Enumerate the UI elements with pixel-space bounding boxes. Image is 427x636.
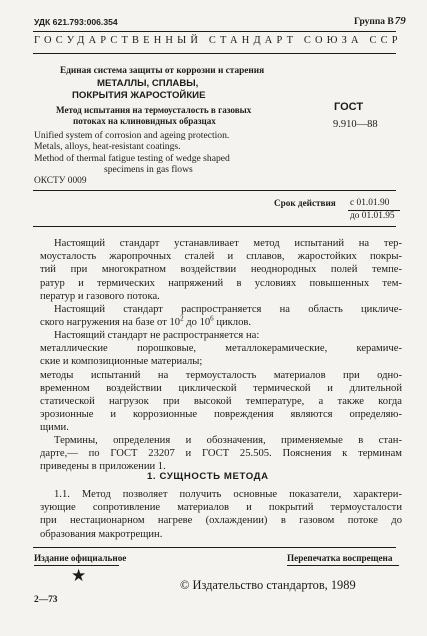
page-code: 2—73 [34, 595, 58, 605]
series-title: Единая система защиты от коррозии и старения [60, 66, 265, 76]
text-line: ские и композиционные материалы; [40, 356, 203, 368]
section-heading: 1. СУЩНОСТЬ МЕТОДА [147, 471, 269, 482]
standard-title: ГОСУДАРСТВЕННЫЙ СТАНДАРТ СОЮЗА ССР [34, 35, 402, 46]
text-line: металлические порошковые, металлокерамические, керамиче- [40, 343, 402, 355]
text-line: временном воздействии циклической термической и длительной [40, 382, 402, 394]
star-icon: ★ [71, 566, 87, 585]
validity-rule-bottom [33, 226, 396, 227]
reprint-forbidden: Перепечатка воспрещена [287, 553, 393, 563]
intro-paragraph-1 [40, 237, 402, 303]
gost-label: ГОСТ [334, 101, 364, 113]
english-title [34, 130, 230, 176]
text-line: моусталость жаропрочных сталей и сплавов, жаростойких покры- [40, 251, 402, 263]
english-line: Unified system of corrosion and ageing protection. [34, 130, 230, 141]
text-line: эрозионные и коррозионные повреждения являются определяю- [40, 409, 402, 421]
section-1-paragraph [40, 488, 402, 541]
validity-from: с 01.01.90 [350, 198, 390, 208]
header-rule-top [33, 31, 396, 32]
text-line: методы испытаний на термоусталость материалов при одно- [40, 369, 402, 381]
title-block-rule [33, 190, 396, 191]
text-line [40, 316, 402, 329]
group-handwritten: 79 [394, 15, 406, 27]
gost-number: 9.910—88 [333, 119, 378, 130]
intro-paragraph-2 [40, 303, 402, 329]
intro-paragraph-3 [40, 329, 402, 435]
subtitle-line-1: Метод испытания на термоусталость в газовых [56, 105, 252, 115]
group-label [354, 15, 406, 27]
validity-label: Срок действия [274, 198, 336, 208]
range-exp-low: 2 [180, 314, 184, 323]
english-line: Metals, alloys, heat-resistant coatings. [34, 141, 181, 153]
text-line: Настоящий стандарт устанавливает метод испытаний на тер- [54, 238, 402, 249]
text-line: приведены в приложении 1. [40, 461, 166, 473]
udk-code: УДК 621.793:006.354 [34, 17, 118, 27]
text-line: при нестационарном нагреве (охлаждении) в газовом потоке до [40, 515, 402, 527]
text-line: Термины, определения и обозначения, применяемые в стан- [54, 435, 402, 446]
text-line: статической нагрузок при высокой температуре, а также когда [40, 396, 402, 408]
copyright: © Издательство стандартов, 1989 [180, 578, 356, 592]
range-exp-high: 6 [210, 314, 214, 323]
text-line: зующие сопротивление материалов и покрытий термоусталости [40, 502, 402, 514]
okstu-code: ОКСТУ 0009 [34, 176, 87, 186]
header-rule-bottom [33, 53, 396, 54]
text-line: Настоящий стандарт не распространяется на: [54, 330, 260, 341]
english-line: specimens in gas flows [104, 164, 193, 176]
title-line-1: МЕТАЛЛЫ, СПЛАВЫ, [97, 78, 199, 89]
range-text-post: циклов. [213, 317, 252, 329]
group-text: Группа В [354, 17, 394, 27]
title-line-2: ПОКРЫТИЯ ЖАРОСТОЙКИЕ [72, 90, 206, 101]
reprint-underline [287, 565, 399, 566]
english-line: Method of thermal fatigue testing of wedge shaped [34, 152, 230, 164]
text-line: ратур и термических напряжений в условиях повышенных тем- [40, 277, 402, 289]
validity-to: до 01.01.95 [350, 211, 395, 221]
text-line: тий при многократном воздействии неоднородных полей темпе- [40, 264, 402, 276]
intro-paragraph-4 [40, 434, 402, 474]
text-line: щими. [40, 422, 69, 434]
official-edition: Издание официальное [34, 553, 127, 563]
range-text-mid: до 10 [183, 317, 211, 329]
text-line: дарте,— по ГОСТ 23207 и ГОСТ 25.505. Пояснения к терминам [40, 448, 402, 460]
text-line: ператур и газового потока. [40, 290, 160, 302]
text-line: образования макротрещин. [40, 528, 163, 540]
text-line: Настоящий стандарт распространяется на область цикличе- [54, 304, 402, 315]
range-text-pre: ского нагружения на базе от 10 [40, 317, 181, 329]
text-line: 1.1. Метод позволяет получить основные показатели, характери- [54, 489, 402, 500]
footer-rule [33, 547, 396, 548]
subtitle-line-2: потоках на клиновидных образцах [73, 116, 216, 126]
